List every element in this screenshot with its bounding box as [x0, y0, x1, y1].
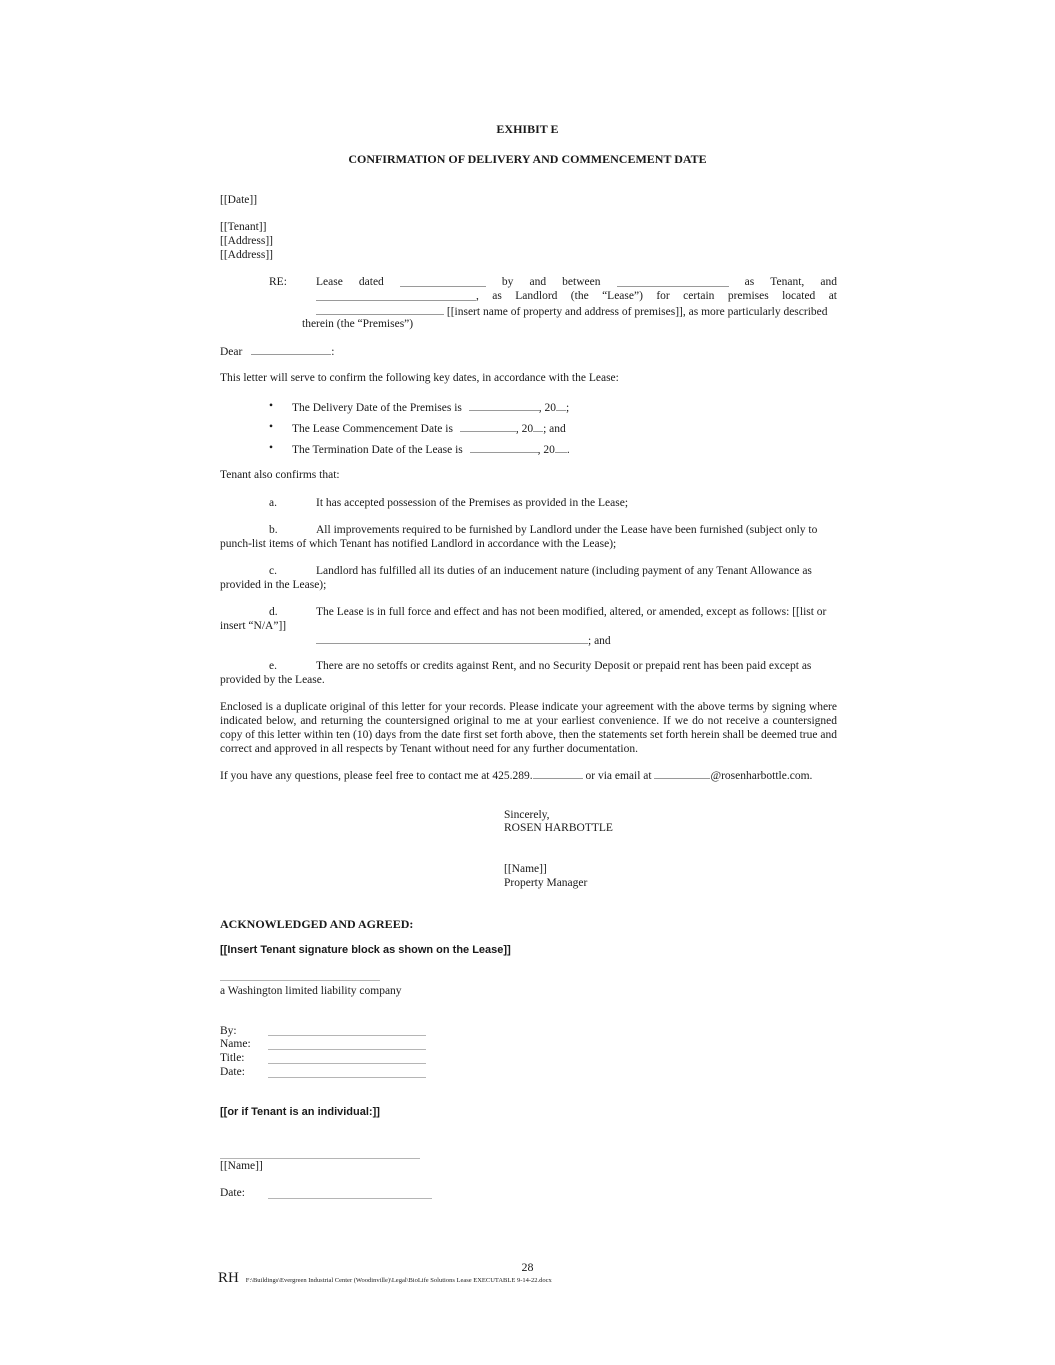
re-line-1 — [316, 276, 837, 288]
re-line-3 — [316, 304, 828, 318]
item-a-text: It has accepted possession of the Premises as provided in the Lease; — [316, 497, 629, 509]
bullet-dot: • — [269, 421, 274, 433]
acknowledged-heading: ACKNOWLEDGED AND AGREED: — [220, 917, 414, 931]
item-e-line-2: provided by the Lease. — [220, 674, 325, 686]
re-and-word: and — [529, 276, 547, 288]
intro-text: This letter will serve to confirm the following key dates, in accordance with the Lease: — [220, 372, 619, 384]
footer-line — [218, 1270, 552, 1287]
item-e-letter: e. — [269, 660, 277, 672]
re-landlord-text: , as Landlord (the “Lease”) for certain premises located at — [476, 290, 837, 302]
delivery-year-blank[interactable] — [556, 400, 566, 411]
delivery-date-label: The Delivery Date of the Premises is — [292, 402, 462, 414]
name-label: Name: — [220, 1038, 251, 1050]
bullet-dot: • — [269, 400, 274, 412]
closing-name: [[Name]] — [504, 863, 547, 875]
contact-middle: or via email at — [582, 770, 655, 782]
title-signature-line[interactable] — [268, 1063, 426, 1064]
by-signature-line[interactable] — [268, 1035, 426, 1036]
item-c-line-2: provided in the Lease); — [220, 579, 327, 591]
by-label: By: — [220, 1025, 237, 1037]
footer-file-path: F:\Buildings\Evergreen Industrial Center (Woodinville)\Legal\BioLife Solutions Lease EXECUTABLE 9-14-22.docx — [245, 1277, 552, 1284]
lease-date-blank[interactable] — [400, 276, 486, 287]
bullet-dot: • — [269, 442, 274, 454]
re-as-word: as — [744, 276, 755, 288]
date-signature-line[interactable] — [268, 1077, 426, 1078]
re-line-4: therein (the “Premises”) — [302, 318, 414, 330]
termination-date-label: The Termination Date of the Lease is — [292, 444, 463, 456]
termination-end: . — [566, 444, 570, 456]
individual-date-line[interactable] — [268, 1198, 432, 1199]
commencement-date-blank[interactable] — [460, 421, 516, 432]
item-b-line-1: All improvements required to be furnished by Landlord under the Lease have been furnished (subject only to — [316, 524, 818, 536]
individual-tenant-note: [[or if Tenant is an individual:]] — [220, 1106, 380, 1118]
item-b-line-2: punch-list items of which Tenant has notified Landlord in accordance with the Lease); — [220, 538, 617, 550]
dear-name-blank[interactable] — [251, 344, 331, 355]
name-signature-line[interactable] — [268, 1049, 426, 1050]
re-dated-word: dated — [358, 276, 384, 288]
individual-date-label: Date: — [220, 1187, 245, 1199]
re-between-word: between — [562, 276, 601, 288]
contact-line — [220, 768, 812, 782]
confirms-intro: Tenant also confirms that: — [220, 469, 340, 481]
address-placeholder-2: [[Address]] — [220, 249, 274, 261]
phone-extension-blank[interactable] — [533, 768, 583, 779]
termination-year-prefix: , 20 — [537, 444, 555, 456]
item-c-letter: c. — [269, 565, 277, 577]
footer-initials: RH — [218, 1270, 239, 1286]
premises-blank[interactable] — [316, 304, 444, 315]
tenant-name-blank[interactable] — [617, 276, 729, 287]
re-line-2 — [316, 290, 837, 302]
closing-role: Property Manager — [504, 877, 588, 889]
tenant-placeholder: [[Tenant]] — [220, 221, 267, 233]
document-title: CONFIRMATION OF DELIVERY AND COMMENCEMENT DATE — [348, 152, 707, 166]
date-placeholder: [[Date]] — [220, 194, 258, 206]
item-e-line-1: There are no setoffs or credits against Rent, and no Security Deposit or prepaid rent has been paid except as — [316, 660, 812, 672]
amendments-blank[interactable] — [316, 633, 588, 644]
individual-signature-line[interactable] — [220, 1158, 420, 1159]
re-lease-word: Lease — [316, 276, 343, 288]
re-and2-word: and — [820, 276, 837, 288]
individual-name-label: [[Name]] — [220, 1160, 263, 1172]
closing-sincerely: Sincerely, — [504, 809, 550, 821]
item-d-line-1: The Lease is in full force and effect and has not been modified, altered, or amended, except as follows: [[list or — [316, 606, 827, 618]
key-date-delivery — [292, 400, 569, 414]
key-date-termination — [292, 442, 570, 456]
dear-colon: : — [331, 346, 335, 358]
delivery-year-prefix: , 20 — [538, 402, 557, 414]
contact-email-domain: @rosenharbottle.com. — [710, 770, 813, 782]
termination-year-blank[interactable] — [555, 442, 567, 453]
key-date-commencement — [292, 421, 566, 435]
closing-company: ROSEN HARBOTTLE — [504, 822, 613, 834]
commencement-year-prefix: , 20 — [515, 423, 534, 435]
termination-date-blank[interactable] — [470, 442, 538, 453]
re-tenant-word: Tenant, — [770, 276, 805, 288]
item-d-line-3 — [316, 633, 611, 647]
re-by-word: by — [501, 276, 514, 288]
item-b-letter: b. — [269, 524, 278, 536]
contact-prefix: If you have any questions, please feel free to contact me at 425.289. — [220, 770, 533, 782]
page-number: 28 — [521, 1260, 534, 1274]
commencement-end: ; and — [543, 423, 566, 435]
email-user-blank[interactable] — [654, 768, 710, 779]
llc-description: a Washington limited liability company — [220, 985, 402, 997]
item-a-letter: a. — [269, 497, 277, 509]
dear-word: Dear — [220, 346, 243, 358]
address-placeholder-1: [[Address]] — [220, 235, 274, 247]
date-label: Date: — [220, 1066, 245, 1078]
re-label: RE: — [269, 276, 287, 288]
tenant-entity-signature-line[interactable] — [220, 980, 380, 981]
commencement-date-label: The Lease Commencement Date is — [292, 423, 453, 435]
title-label: Title: — [220, 1052, 245, 1064]
item-c-line-1: Landlord has fulfilled all its duties of an inducement nature (including payment of any Tenant Allowance as — [316, 565, 812, 577]
commencement-year-blank[interactable] — [533, 421, 543, 432]
enclosed-paragraph: Enclosed is a duplicate original of this letter for your records. Please indicate your agreement with the above terms by signing where indicated below, and returning the countersigned original to me at your earliest convenience. If we do not receive a countersigned copy of this letter within ten (10) days from the date first set forth above, then the statements set forth herein shall be deemed true and correct and approved in all respects by Tenant without need for any further documentation. — [220, 701, 837, 755]
item-d-letter: d. — [269, 606, 278, 618]
salutation — [220, 344, 334, 358]
item-d-and: ; and — [588, 635, 611, 647]
re-property-text: [[insert name of property and address of premises]], as more particularly described — [446, 306, 828, 318]
item-d-line-2: insert “N/A”]] — [220, 620, 287, 632]
insert-signature-block-note: [[Insert Tenant signature block as shown on the Lease]] — [220, 944, 511, 956]
exhibit-label: EXHIBIT E — [496, 122, 559, 136]
delivery-end: ; — [566, 402, 570, 414]
delivery-date-blank[interactable] — [469, 400, 539, 411]
landlord-name-blank[interactable] — [316, 290, 476, 301]
